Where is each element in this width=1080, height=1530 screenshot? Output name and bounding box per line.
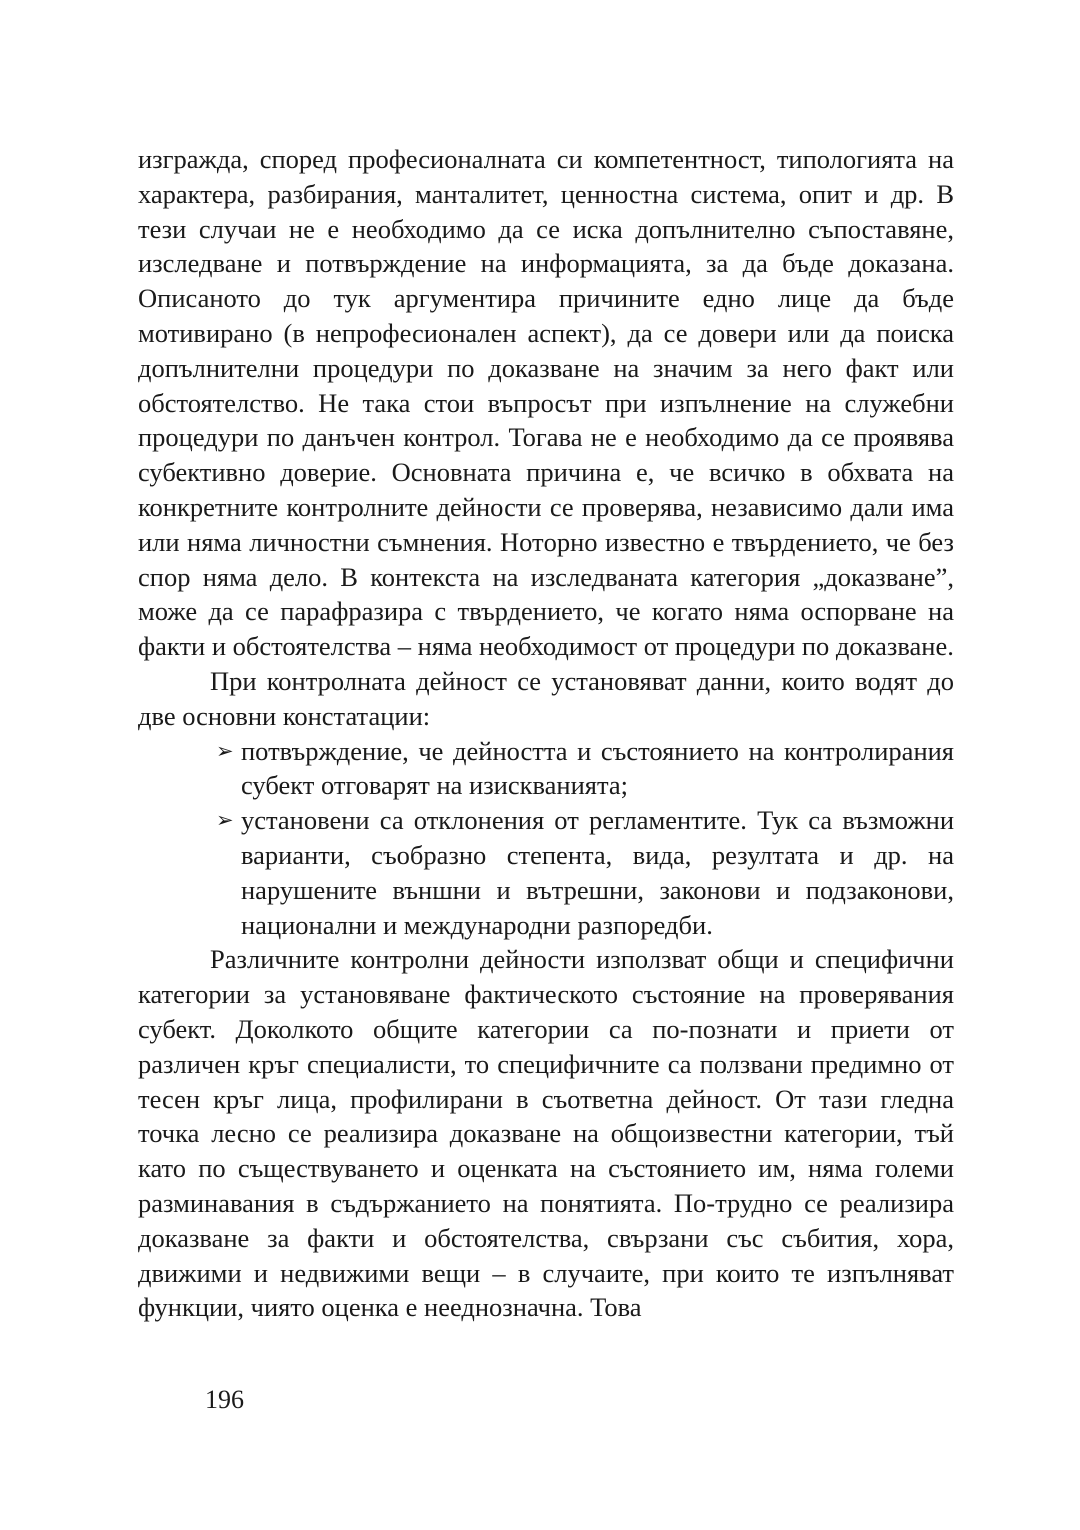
list-item-text: установени са отклонения от регламентите. Тук са възможни варианти, съобразно степента, вида, резултата и др. на нарушените външни и вътрешни, законови и подзаконови, национални и международни разпоредби.	[241, 805, 954, 940]
page-number: 196	[205, 1385, 244, 1414]
list-item	[216, 734, 954, 804]
arrowhead-bullet-icon: ➢	[216, 738, 234, 763]
body-text	[138, 142, 954, 1325]
paragraph-control-categories: Различните контролни дейности използват общи и специфични категории за установяване фактическото състояние на проверявания субект. Доколкото общите категории са по-познати и приети от различен кръг специалисти, то специфичните са ползвани предимно от тесен кръг лица, профилирани в съответна дейност. От тази гледна точка лесно се реализира доказване на общоизвестни категории, тъй като по съществуването и оценката на състоянието им, няма големи разминавания в съдържанието на понятията. По-трудно се реализира доказване за факти и обстоятелства, свързани със събития, хора, движими и недвижими вещи – в случаите, при които те изпълняват функции, чиято оценка е нееднозначна. Това	[138, 944, 954, 1323]
findings-list	[138, 734, 954, 943]
arrowhead-bullet-icon: ➢	[216, 808, 234, 833]
list-item-text: потвърждение, че дейността и състоянието на контролирания субект отговарят на изискванията;	[241, 735, 954, 801]
paragraph-continuation: изгражда, според професионалната си компетентност, типологията на характера, разбирания, манталитет, ценностна система, опит и др. В тези случаи не е необходимо да се иска допълнително съпоставяне, изследване и потвърждение на информацията, за да бъде доказана. Описаното до тук аргументира причините едно лице да бъде мотивирано (в непрофесионален аспект), да се довери или да поиска допълнителни процедури по доказване на значим за него факт или обстоятелство. Не така стои въпросът при изпълнение на служебни процедури по данъчен контрол. Тогава не е необходимо да се проявява субективно доверие. Основната причина е, че всичко в обхвата на конкретните контролните дейности се проверява, независимо дали има или няма личностни съмнения. Нотoрно известно е твърдението, че без спор няма дело. В контекста на изследваната категория „доказване”, може да се парафразира с твърдението, че когато няма оспорване на факти и обстоятелства – няма необходимост от процедури по доказване.	[138, 144, 954, 662]
list-item	[216, 803, 954, 942]
paragraph-control-findings: При контролната дейност се установяват данни, които водят до две основни констатации:	[138, 665, 954, 731]
